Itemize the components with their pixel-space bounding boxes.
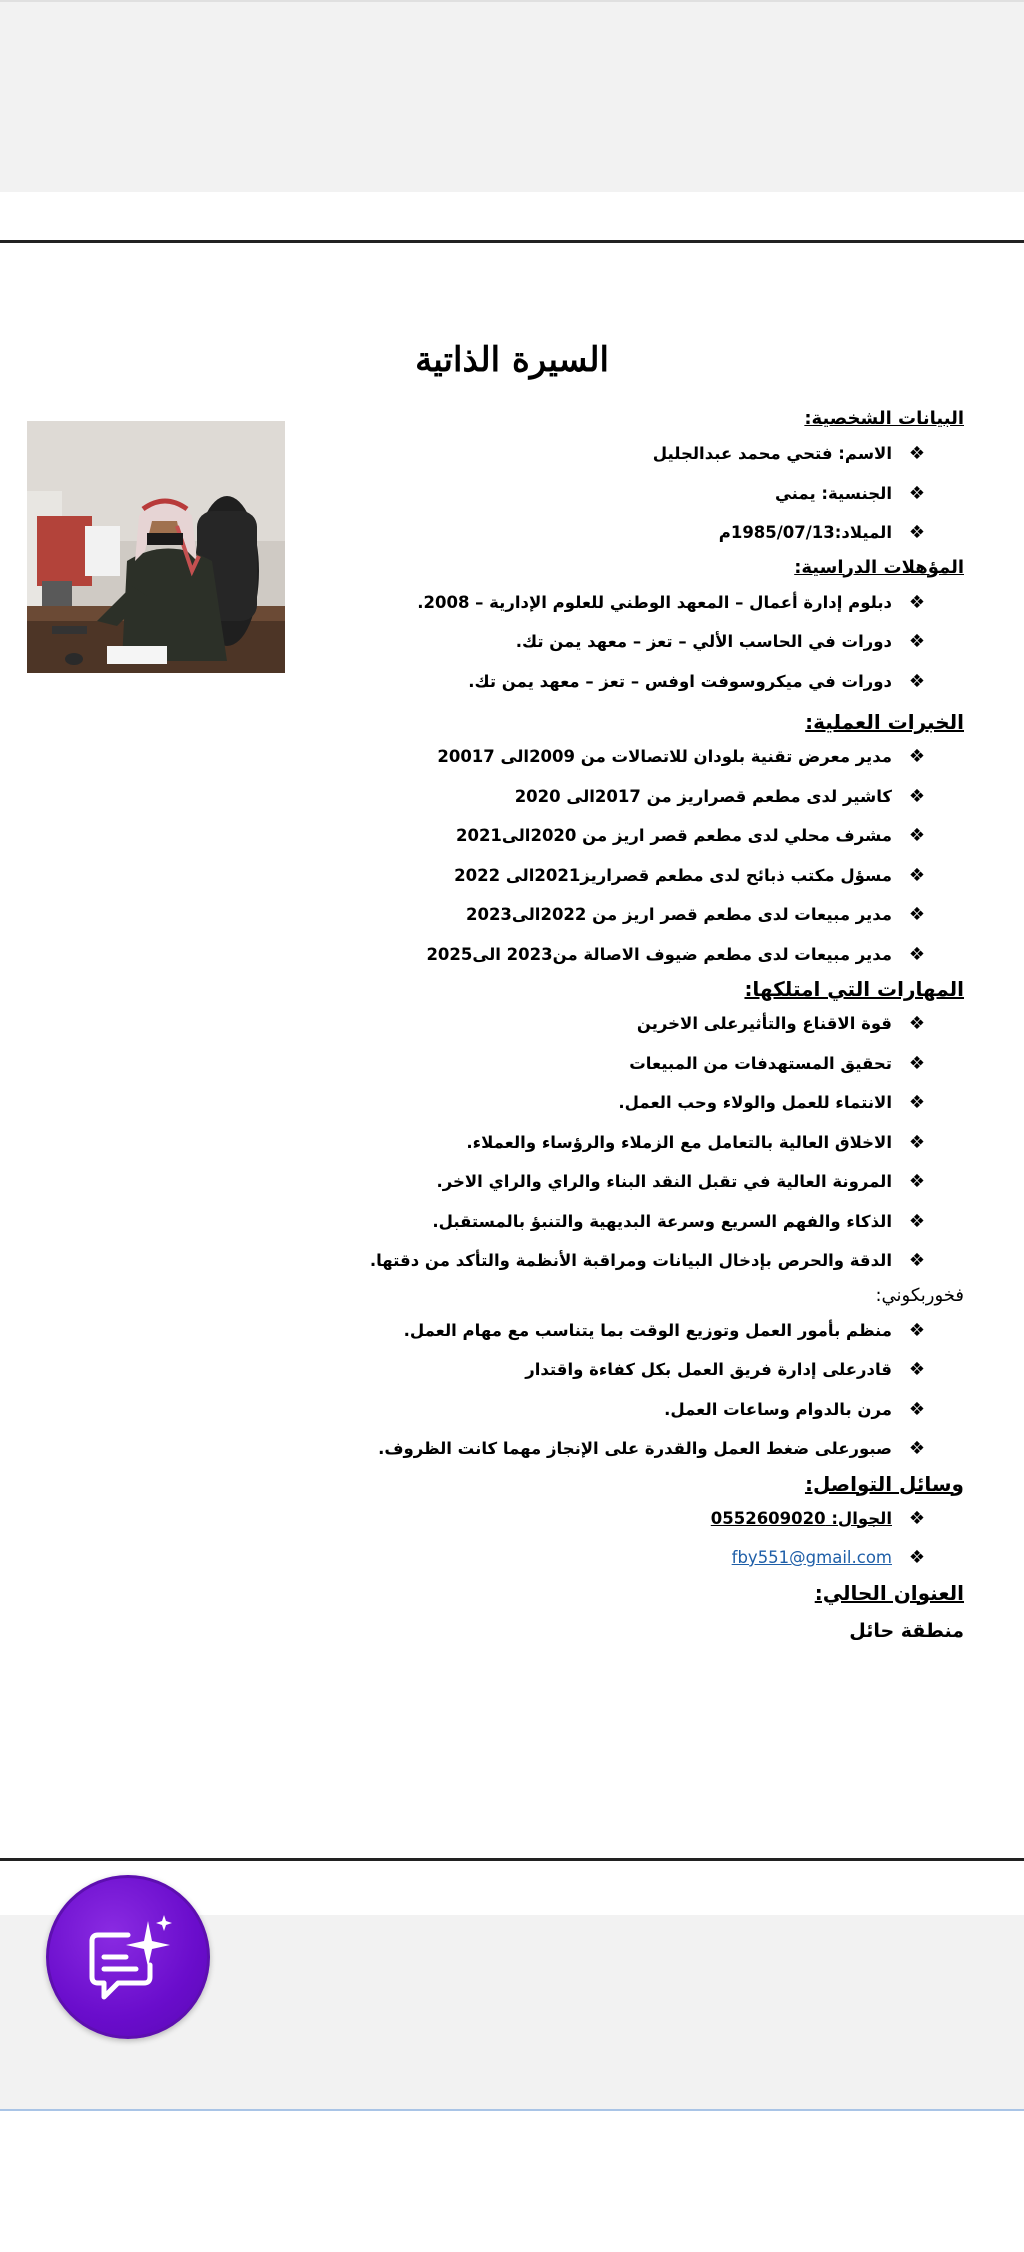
ai-chat-button[interactable]: [46, 1875, 210, 2039]
bullet-icon: ❖: [908, 1359, 926, 1380]
document-title: السيرة الذاتية: [415, 340, 609, 380]
experience-heading: الخبرات العملية:: [805, 710, 964, 734]
bullet-icon: ❖: [908, 1171, 926, 1192]
list-item: ❖ الاسم: فتحي محمد عبدالجليل: [344, 434, 942, 474]
bullet-icon: ❖: [908, 443, 926, 464]
list-item: ❖ كاشير لدى مطعم قصراريز من 2017الى 2020: [344, 777, 942, 817]
contact-heading: وسائل التواصل:: [804, 1471, 964, 1496]
experience-list: [344, 737, 964, 974]
profile-photo[interactable]: [27, 421, 285, 673]
phone-item: [344, 1499, 942, 1539]
personal-list: [344, 434, 964, 553]
skills-heading: المهارات التي امتلكها:: [744, 977, 964, 1001]
list-item: ❖ مدير معرض تقنية بلودان للاتصالات من 2009الى 20017: [344, 737, 942, 777]
bullet-icon: ❖: [908, 1250, 926, 1271]
list-item: ❖ مدير مبيعات لدى مطعم قصر اريز من 2022الى2023: [344, 895, 942, 935]
phone-number: الجوال: 0552609020: [710, 1508, 892, 1528]
bullet-icon: ❖: [908, 591, 926, 613]
list-item: ❖ الدقة والحرص بإدخال البيانات ومراقبة الأنظمة والتأكد من دقتها.: [344, 1241, 942, 1281]
education-heading: المؤهلات الدراسية:: [794, 556, 964, 578]
list-item: ❖ الجنسية: يمني: [344, 474, 942, 514]
pride-heading: فخوربكوني:: [875, 1284, 964, 1306]
page-top-border: [0, 240, 1024, 243]
list-item: ❖ منظم بأمور العمل وتوزيع الوقت بما يتناسب مع مهام العمل.: [344, 1311, 942, 1351]
personal-heading: البيانات الشخصية:: [804, 408, 964, 429]
bullet-icon: ❖: [908, 1210, 926, 1232]
address-value: منطقة حائل: [849, 1619, 964, 1642]
bullet-icon: ❖: [908, 631, 926, 652]
bullet-icon: ❖: [908, 1131, 926, 1153]
office-photo-illustration: [27, 421, 285, 673]
bullet-icon: ❖: [908, 904, 926, 925]
pride-list: [344, 1311, 964, 1469]
bottom-divider: [0, 2109, 1024, 2111]
bullet-icon: ❖: [908, 670, 926, 692]
list-item: ❖ الانتماء للعمل والولاء وحب العمل.: [344, 1083, 942, 1123]
list-item: ❖ دورات في ميكروسوفت اوفس – تعز – معهد يمن تك.: [344, 662, 942, 702]
list-item: ❖ مشرف محلي لدى مطعم قصر اريز من 2020الى2021: [344, 816, 942, 856]
bullet-icon: ❖: [908, 1013, 926, 1034]
list-item: ❖ الميلاد:1985/07/13م: [344, 513, 942, 553]
list-item: ❖ مسؤل مكتب ذبائح لدى مطعم قصراريز2021الى 2022: [344, 856, 942, 896]
bullet-icon: ❖: [908, 1398, 926, 1420]
list-item: ❖ صبورعلى ضغط العمل والقدرة على الإنجاز مهما كانت الظروف.: [344, 1429, 942, 1469]
bullet-icon: ❖: [908, 1438, 926, 1459]
list-item: ❖ قادرعلى إدارة فريق العمل بكل كفاءة واقتدار: [344, 1350, 942, 1390]
contact-list: [344, 1499, 964, 1578]
list-item: ❖ تحقيق المستهدفات من المبيعات: [344, 1044, 942, 1084]
bullet-icon: ❖: [908, 1319, 926, 1341]
bullet-icon: ❖: [908, 1092, 926, 1113]
ai-sparkle-chat-icon: [78, 1907, 178, 2007]
skills-list: [344, 1004, 964, 1281]
list-item: ❖ الذكاء والفهم السريع وسرعة البديهية والتنبؤ بالمستقبل.: [344, 1202, 942, 1242]
bullet-icon: ❖: [908, 943, 926, 965]
bullet-icon: ❖: [908, 825, 926, 846]
email-link[interactable]: fby551@gmail.com: [731, 1548, 892, 1567]
bullet-icon: ❖: [908, 864, 926, 886]
bullet-icon: ❖: [908, 746, 926, 767]
bullet-icon: ❖: [908, 1507, 926, 1529]
top-gray-band: [0, 0, 1024, 192]
list-item: ❖ الاخلاق العالية بالتعامل مع الزملاء والرؤساء والعملاء.: [344, 1123, 942, 1163]
email-item: [344, 1538, 942, 1578]
bullet-icon: ❖: [908, 522, 926, 543]
list-item: ❖ المرونة العالية في تقبل النقد البناء والراي والراي الاخر.: [344, 1162, 942, 1202]
bullet-icon: ❖: [908, 1547, 926, 1568]
cv-content: [344, 404, 964, 1654]
page-bottom-border: [0, 1858, 1024, 1861]
bullet-icon: ❖: [908, 1052, 926, 1074]
list-item: ❖ مرن بالدوام وساعات العمل.: [344, 1390, 942, 1430]
list-item: ❖ مدير مبيعات لدى مطعم ضيوف الاصالة من2023 الى2025: [344, 935, 942, 975]
list-item: ❖ دورات في الحاسب الألي – تعز – معهد يمن تك.: [344, 622, 942, 662]
bullet-icon: ❖: [908, 785, 926, 807]
address-heading: العنوان الحالي:: [814, 1580, 964, 1605]
list-item: ❖ دبلوم إدارة أعمال – المعهد الوطني للعلوم الإدارية – 2008.: [344, 583, 942, 623]
education-list: [344, 583, 964, 702]
list-item: ❖ قوة الاقناع والتأثيرعلى الاخرين: [344, 1004, 942, 1044]
bullet-icon: ❖: [908, 482, 926, 504]
